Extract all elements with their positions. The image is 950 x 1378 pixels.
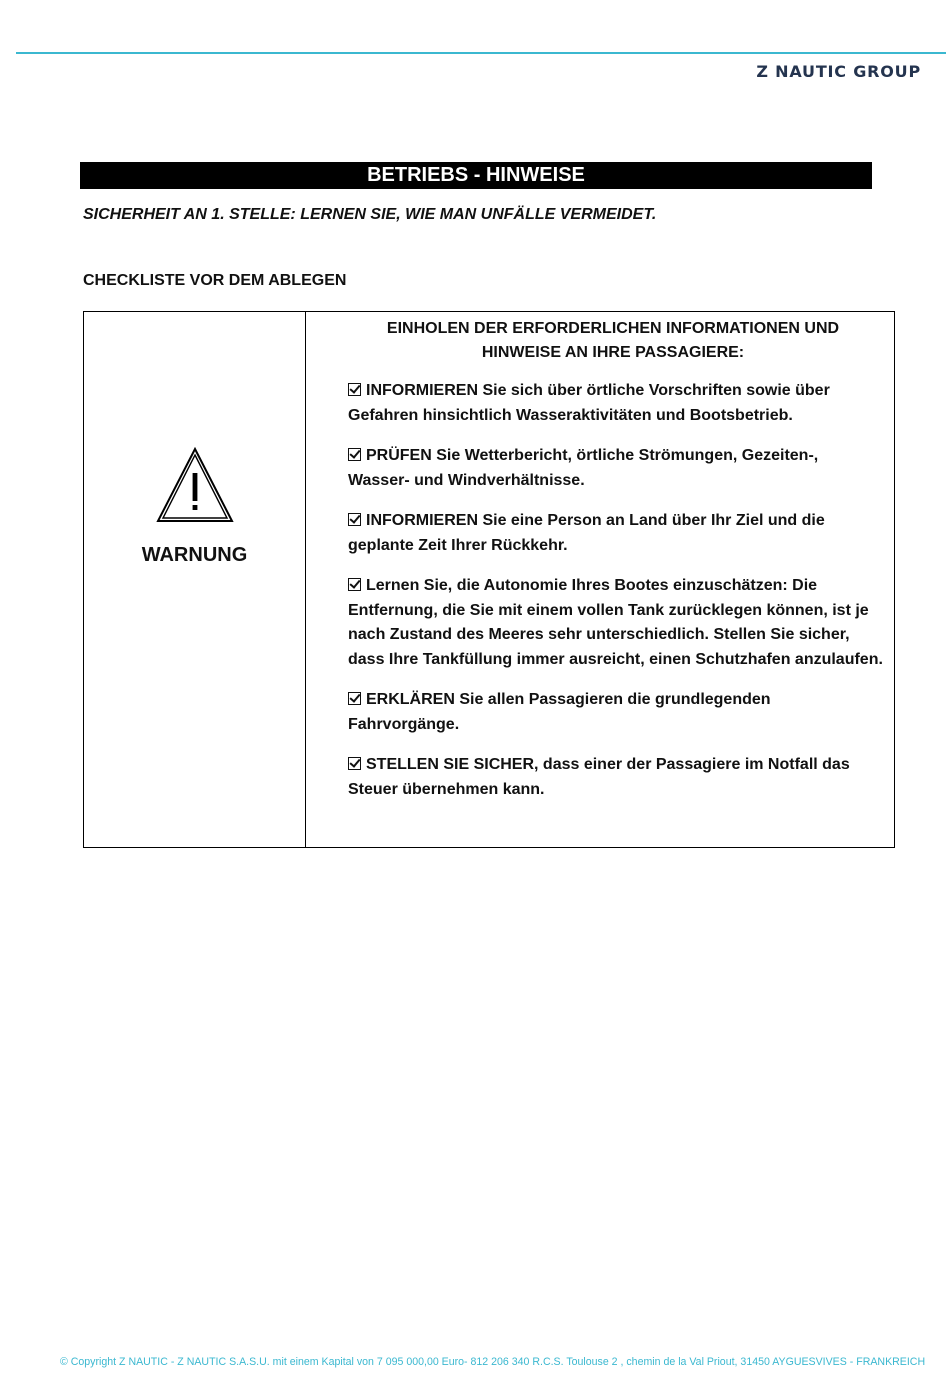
- section-title: BETRIEBS - HINWEISE: [80, 162, 872, 189]
- checklist-heading-line-2: HINWEISE AN IHRE PASSAGIERE:: [481, 344, 745, 361]
- checklist-item-text: Lernen Sie, die Autonomie Ihres Bootes einzuschätzen: Die Entfernung, die Sie mit einem vollen Tank zurücklegen können, ist je nach Zustand des Meeres sehr unterschiedlich. Stellen Sie sicher, dass Ihre Tankfüllung immer ausreicht, einen Schutzhafen anzulaufen.: [348, 577, 883, 668]
- header-rule: [16, 52, 946, 54]
- checkbox-checked-icon: [348, 757, 361, 770]
- brand-logo: Z NAUTIC GROUP: [756, 62, 921, 81]
- checklist-heading: [348, 317, 878, 365]
- checklist-item: [348, 688, 884, 737]
- checklist-heading-line-1: EINHOLEN DER ERFORDERLICHEN INFORMATIONEN UND: [386, 320, 840, 337]
- checklist-item-text: INFORMIEREN Sie sich über örtliche Vorschriften sowie über Gefahren hinsichtlich Wasseraktivitäten und Bootsbetrieb.: [348, 382, 830, 424]
- checklist-item: [348, 574, 884, 672]
- checklist-item-text: STELLEN SIE SICHER, dass einer der Passagiere im Notfall das Steuer übernehmen kann.: [348, 756, 850, 798]
- checkbox-checked-icon: [348, 513, 361, 526]
- checklist-item-text: INFORMIEREN Sie eine Person an Land über Ihr Ziel und die geplante Zeit Ihrer Rückkehr.: [348, 512, 825, 554]
- warning-label: WARNUNG: [141, 544, 248, 566]
- checkbox-checked-icon: [348, 383, 361, 396]
- copyright-footer: © Copyright Z NAUTIC - Z NAUTIC S.A.S.U. mit einem Kapital von 7 095 000,00 Euro- 812 206 340 R.C.S. Toulouse 2 , chemin de la Val Priout, 31450 AYGUESVIVES - FRANKREICH: [60, 1356, 926, 1368]
- warning-triangle-icon: [156, 447, 234, 525]
- checklist-item: [348, 444, 884, 493]
- checklist-item: [348, 379, 884, 428]
- checklist-table: [83, 311, 895, 848]
- checklist-item-text: ERKLÄREN Sie allen Passagieren die grundlegenden Fahrvorgänge.: [348, 691, 771, 733]
- checkbox-checked-icon: [348, 578, 361, 591]
- checklist-cell: [348, 317, 884, 818]
- safety-subtitle: SICHERHEIT AN 1. STELLE: LERNEN SIE, WIE MAN UNFÄLLE VERMEIDET.: [83, 206, 657, 223]
- checklist-item: [348, 753, 884, 802]
- checklist-item-text: PRÜFEN Sie Wetterbericht, örtliche Strömungen, Gezeiten-, Wasser- und Windverhältnisse.: [348, 447, 819, 489]
- checkbox-checked-icon: [348, 692, 361, 705]
- checklist-title: CHECKLISTE VOR DEM ABLEGEN: [83, 272, 347, 289]
- checkbox-checked-icon: [348, 448, 361, 461]
- checklist-item: [348, 509, 884, 558]
- warning-cell: [84, 312, 306, 847]
